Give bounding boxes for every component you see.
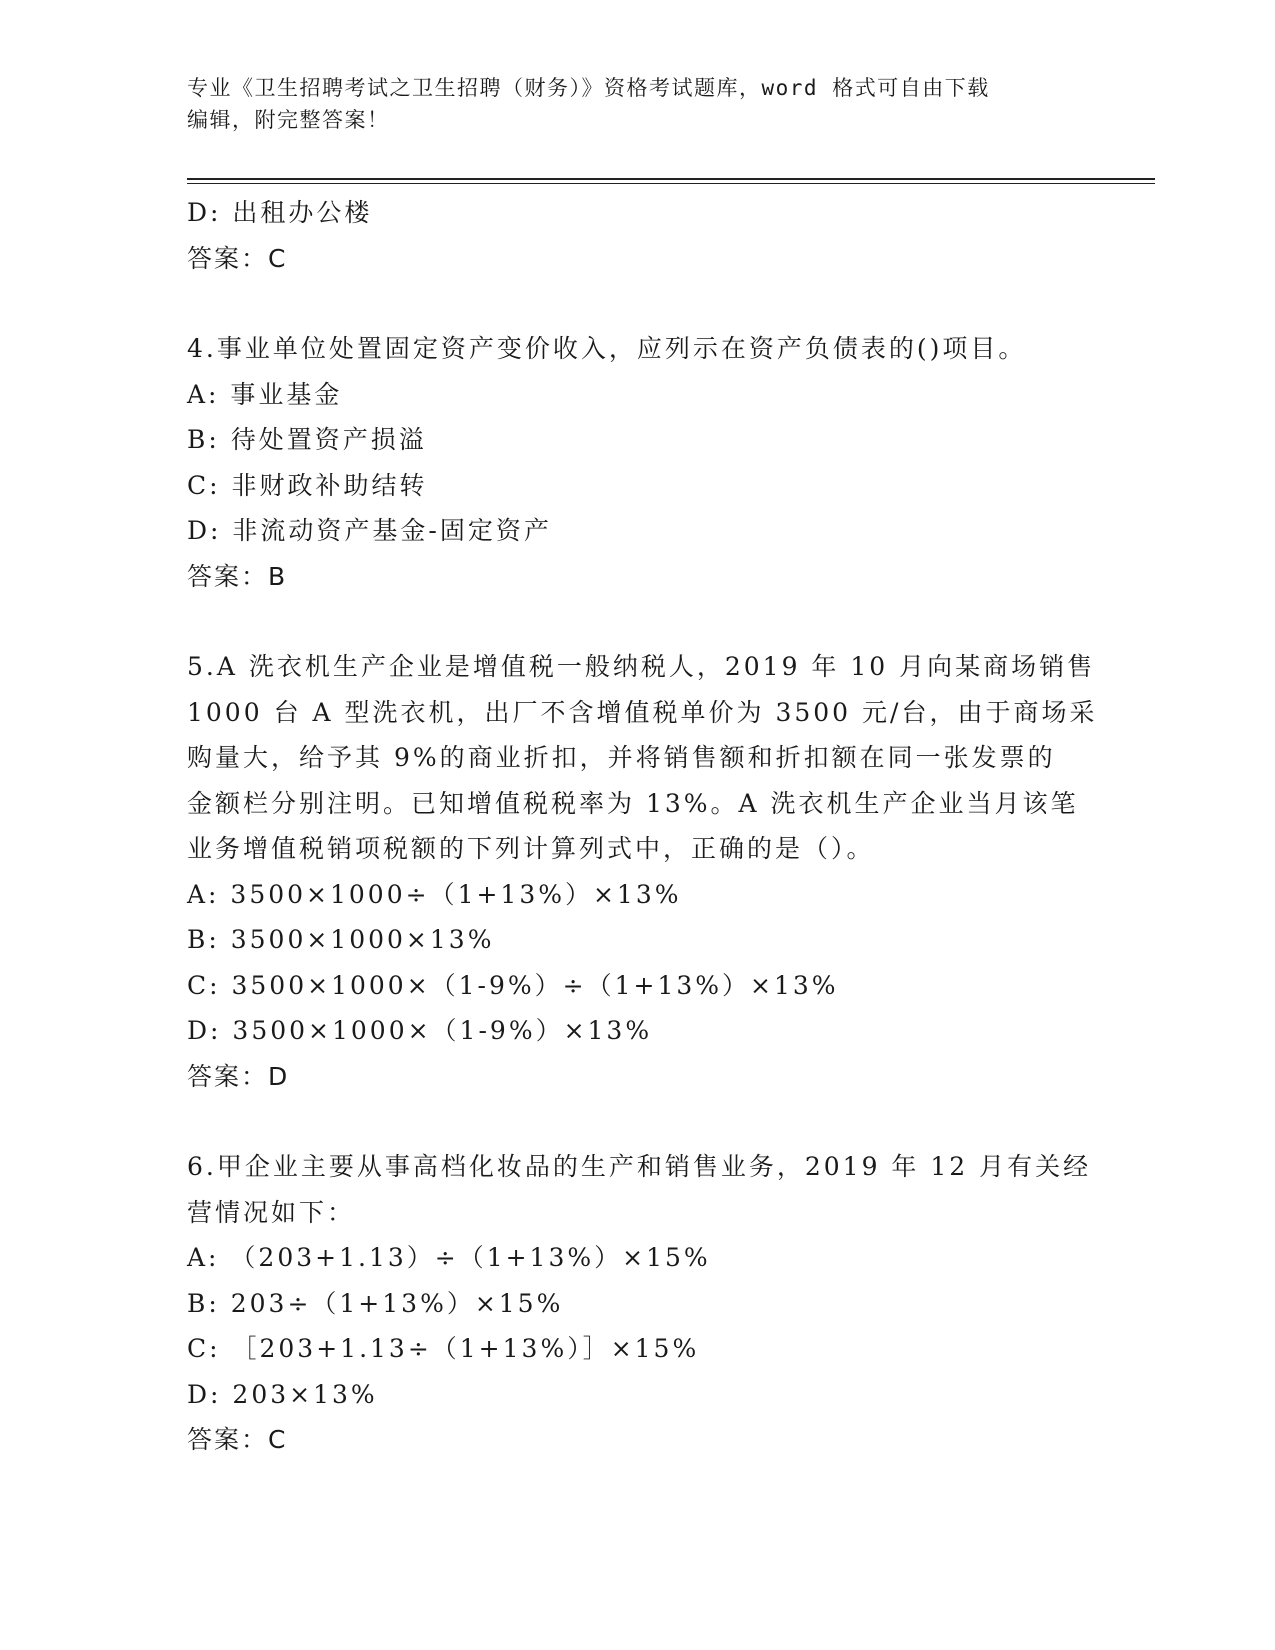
question-stem-line: 业务增值税销项税额的下列计算列式中，正确的是（）。 [187,834,875,863]
option-c: C: 非财政补助结转 [187,470,428,500]
option-d: D: 3500×1000×（1-9%）×13% [187,1016,653,1045]
option-a: A: （203+1.13）÷（1+13%）×15% [187,1243,711,1272]
answer-line: 答案：D [187,1061,290,1091]
question-stem-line: 购量大，给予其 9%的商业折扣，并将销售额和折扣额在同一张发票的 [187,743,1056,772]
question-4 [187,326,1087,599]
question-6 [187,1144,1092,1463]
option-a: A: 3500×1000÷（1+13%）×13% [187,879,682,909]
option-b: B: 203÷（1+13%）×15% [187,1288,564,1318]
option-d: D: 203×13% [187,1379,378,1409]
option-d: D: 非流动资产基金-固定资产 [187,516,552,545]
option-c: C: ［203+1.13÷（1+13%）］×15% [187,1334,700,1363]
document-body [187,190,1098,1463]
header-line-1: 专业《卫生招聘考试之卫生招聘（财务）》资格考试题库，word 格式可自由下载 [187,76,990,100]
question-stem: 4.事业单位处置固定资产变价收入，应列示在资产负债表的()项目。 [187,334,1027,363]
question-5 [187,644,1098,1099]
answer-line: 答案：B [187,561,288,591]
option-b: B: 3500×1000×13% [187,925,495,954]
option-c: C: 3500×1000×（1-9%）÷（1+13%）×13% [187,970,839,1000]
answer-line: 答案：C [187,1425,288,1454]
question-stem-line: 6.甲企业主要从事高档化妆品的生产和销售业务，2019 年 12 月有关经 [187,1152,1092,1181]
header-divider-thick [187,178,1155,180]
header-line-2: 编辑，附完整答案！ [187,108,390,132]
question-stem-line: 营情况如下： [187,1197,356,1227]
option-d: D: 出租办公楼 [187,198,373,227]
option-b: B: 待处置资产损溢 [187,425,427,454]
prev-question-tail [187,190,1087,281]
answer-line: 答案：C [187,243,288,273]
question-stem-line: 5.A 洗衣机生产企业是增值税一般纳税人，2019 年 10 月向某商场销售 [187,652,1096,681]
header-divider-thin [187,183,1155,184]
question-stem-line: 金额栏分别注明。已知增值税税率为 13%。A 洗衣机生产企业当月该笔 [187,788,1079,818]
question-stem-line: 1000 台 A 型洗衣机，出厂不含增值税单价为 3500 元/台，由于商场采 [187,697,1098,727]
page-header [187,72,1087,136]
option-a: A: 事业基金 [187,379,343,409]
